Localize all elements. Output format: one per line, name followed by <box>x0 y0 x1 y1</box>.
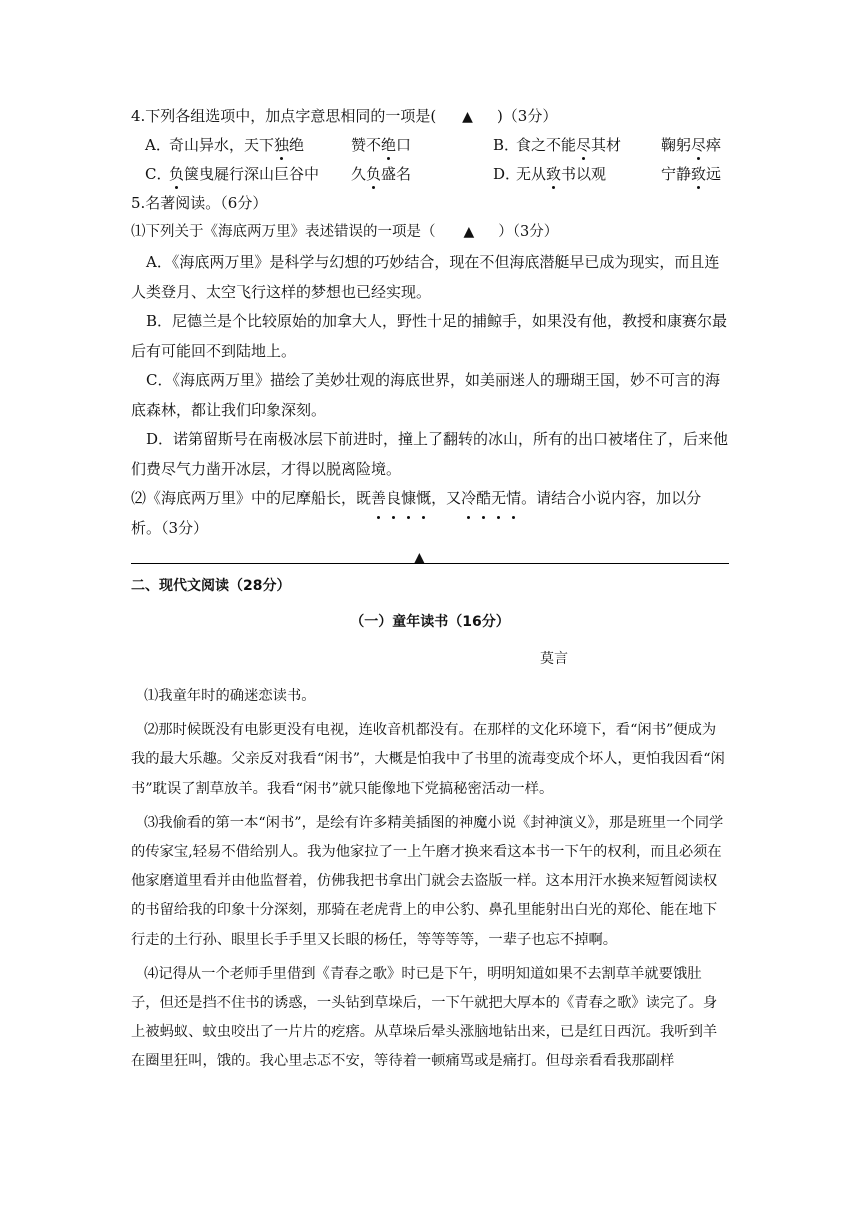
q4-option-c-right: 久负盛名 <box>351 165 412 183</box>
answer-line <box>131 563 729 564</box>
article-author: 莫言 <box>540 651 568 667</box>
dotted-char: 慷 <box>401 484 416 514</box>
dotted-phrase <box>461 489 521 507</box>
dotted-char: 负 <box>366 165 382 183</box>
answer-blank-triangle: ▲ <box>462 109 473 125</box>
dotted-char: 无 <box>491 484 506 514</box>
dotted-char: 尽 <box>691 136 707 154</box>
dotted-char: 良 <box>386 484 401 514</box>
article-title: （一）童年读书（16分） <box>350 614 510 630</box>
q5-sub1-stem: ⑴下列关于《海底两万里》表述错误的一项是（ ▲ ）（3分） <box>131 224 559 240</box>
q5-option-d: D．诺第留斯号在南极冰层下前进时，撞上了翻转的冰山，所有的出口被堵住了，后来他们费尽气力凿开冰层，才得以脱离险境。 <box>131 430 729 478</box>
q4-option-c-left: 负箧曳屣行深山巨谷中 <box>169 165 320 183</box>
dotted-char: 独 <box>274 136 290 154</box>
q4-option-b-left: 食之不能尽其材 <box>516 136 622 154</box>
article-paragraph-3: ⑶我偷看的第一本“闲书”，是绘有许多精美插图的神魔小说《封神演义》，那是班里一个同学的传家宝,轻易不借给别人。我为他家拉了一上午磨才换来看这本书一下午的权利，而且必须在他家磨道里看并由他监督着，仿佛我把书拿出门就会去盗版一样。这本用汗水换来短暂阅读权的书留给我的印象十分深刻，那骑在老虎背上的申公豹、鼻孔里能射出白光的郑伦、能在地下行走的土行孙、眼里长手手里又长眼的杨任，等等等等，一辈子也忘不掉啊。 <box>131 814 724 948</box>
dotted-char: 绝 <box>381 136 397 154</box>
q4-stem-text: 4.下列各组选项中，加点字意思相同的一项是( <box>131 107 437 125</box>
q4-option-b-right: 鞠躬尽瘁 <box>661 136 722 154</box>
dotted-char: 致 <box>546 165 562 183</box>
q5-sub2: ⑵《海底两万里》中的尼摩船长，既善良慷慨，又冷酷无情。请结合小说内容，加以分析。（3分） <box>131 484 729 543</box>
q4-option-d-right: 宁静致远 <box>661 165 722 183</box>
q5-option-c: C．《海底两万里》描绘了美妙壮观的海底世界，如美丽迷人的珊瑚王国，妙不可言的海底森林，都让我们印象深刻。 <box>131 371 720 419</box>
q4-option-d-label: D． <box>493 165 521 183</box>
answer-blank-triangle: ▲ <box>463 224 475 240</box>
article-paragraph-4: ⑷记得从一个老师手里借到《青春之歌》时已是下午，明明知道如果不去割草羊就要饿肚子，但还是挡不住书的诱惑，一头钻到草垛后，一下午就把大厚本的《青春之歌》读完了。身上被蚂蚁、蚊虫咬出了一片片的疙瘩。从草垛后晕头涨脑地钻出来，已是红日西沉。我听到羊在圈里狂叫，饿的。我心里忐忑不安，等待着一顿痛骂或是痛打。但母亲看看我那副样 <box>131 965 718 1070</box>
article-paragraph-2: ⑵那时候既没有电影更没有电视，连收音机都没有。在那样的文化环境下，看“闲书”便成为我的最大乐趣。父亲反对我看“闲书”，大概是怕我中了书里的流毒变成个坏人，更怕我因看“闲书”耽误了割草放羊。我看“闲书”就只能像地下党搞秘密活动一样。 <box>131 722 725 797</box>
q4-stem <box>131 106 557 127</box>
dotted-char: 尽 <box>576 136 592 154</box>
q5-option-a: A．《海底两万里》是科学与幻想的巧妙结合，现在不但海底潜艇早已成为现实，而且连人类登月、太空飞行这样的梦想也已经实现。 <box>131 253 720 301</box>
q4-score: )（3分） <box>496 107 558 125</box>
dotted-char: 善 <box>371 484 386 514</box>
dotted-char: 致 <box>691 165 707 183</box>
dotted-char: 情 <box>506 484 521 514</box>
article-paragraph-1: ⑴我童年时的确迷恋读书。 <box>144 688 316 704</box>
section-heading: 二、现代文阅读（28分） <box>131 578 291 594</box>
q4-option-a-label: A． <box>145 136 171 154</box>
q4-option-c-label: C． <box>145 165 172 183</box>
q4-option-d-left: 无从致书以观 <box>516 165 607 183</box>
q4-option-a-left: 奇山异水，天下独绝 <box>169 136 305 154</box>
q5-option-b: B．尼德兰是个比较原始的加拿大人，野性十足的捕鲸手，如果没有他，教授和康赛尔最后有可能回不到陆地上。 <box>131 312 728 360</box>
article-body <box>131 682 729 1077</box>
dotted-char: 冷 <box>461 484 476 514</box>
answer-area-triangle: ▲ <box>414 550 425 566</box>
q4-option-a-right: 赞不绝口 <box>351 136 412 154</box>
dotted-char: 慨 <box>416 484 431 514</box>
q4-option-b-label: B． <box>493 136 520 154</box>
q5-title: 5.名著阅读。（6分） <box>131 194 268 212</box>
dotted-phrase <box>371 489 431 507</box>
dotted-char: 酷 <box>476 484 491 514</box>
dotted-char: 负 <box>169 165 185 183</box>
